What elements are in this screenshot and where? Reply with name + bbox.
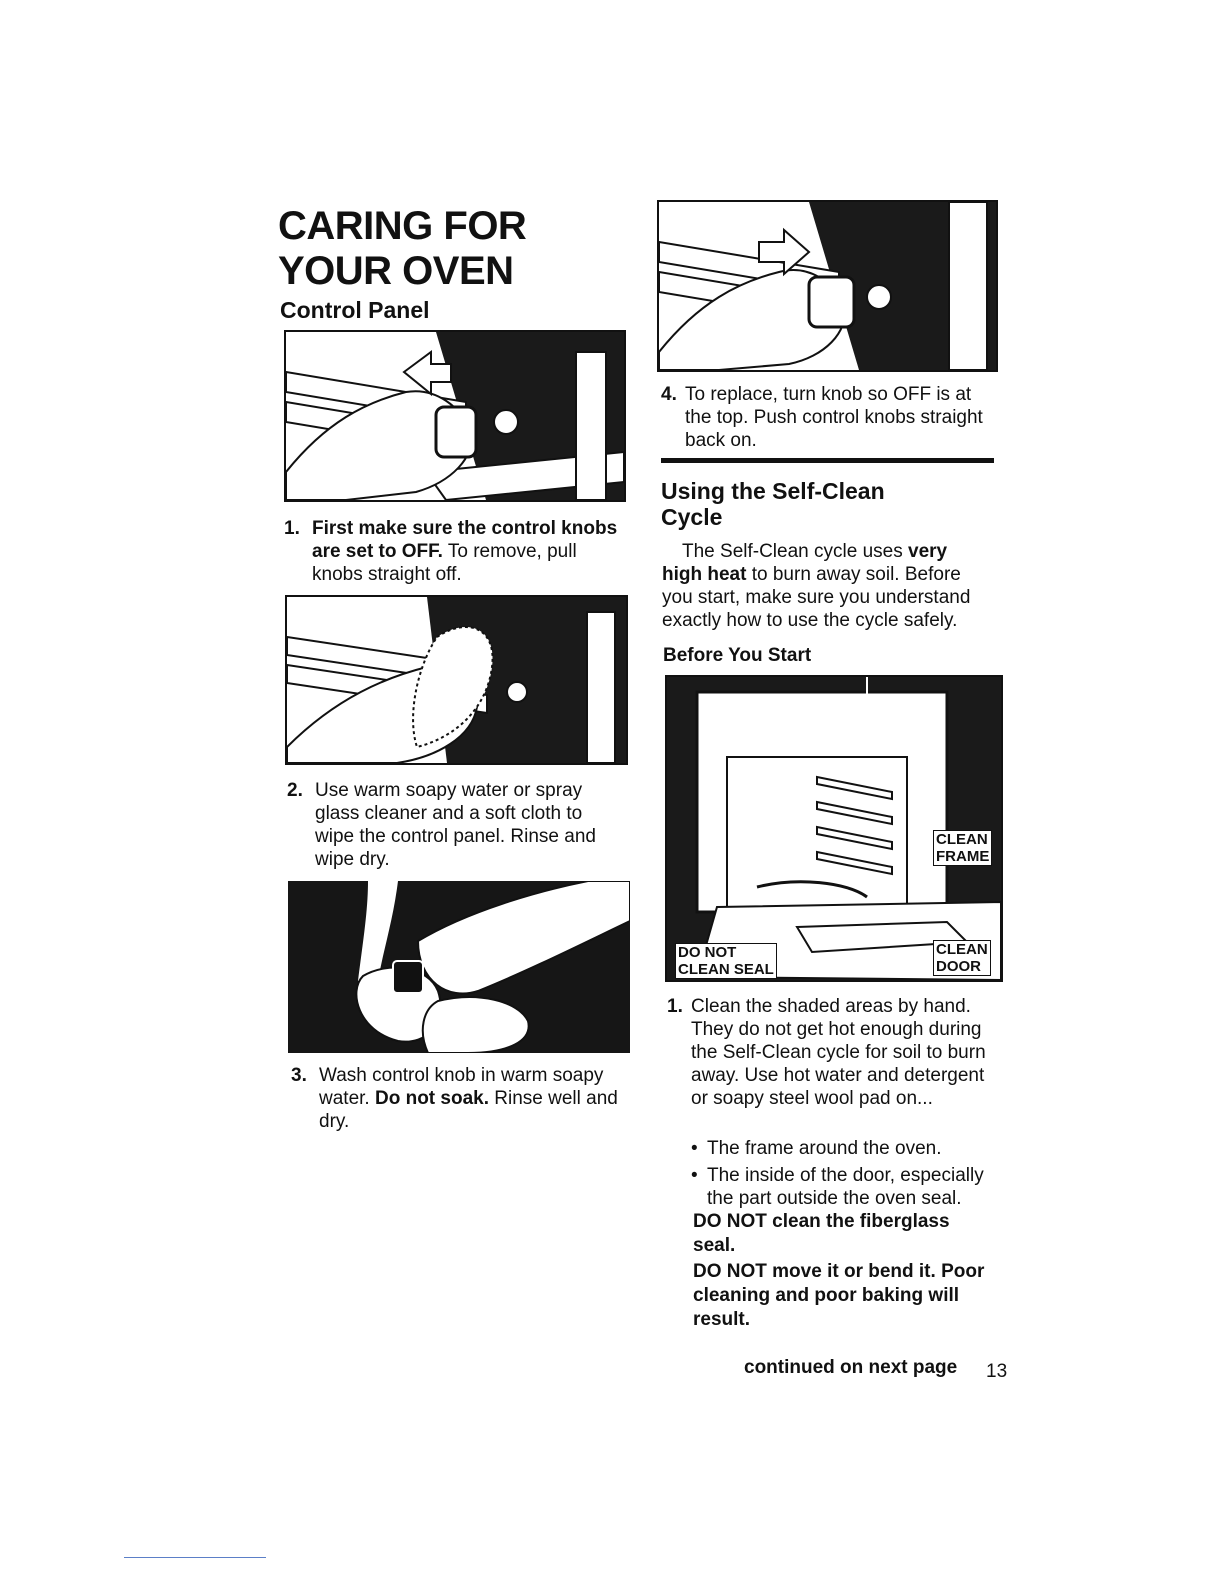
continued-footer: continued on next page bbox=[744, 1357, 958, 1378]
label-clean-door-line1: CLEAN bbox=[936, 941, 988, 958]
self-clean-intro-a: The Self-Clean cycle uses bbox=[682, 541, 908, 562]
section-heading-self-clean bbox=[661, 478, 961, 530]
step-3-text bbox=[319, 1064, 624, 1133]
bottom-divider bbox=[124, 1557, 266, 1558]
label-do-not-line1: DO NOT bbox=[678, 944, 737, 961]
step-2-number: 2. bbox=[287, 780, 303, 801]
label-clean-frame bbox=[933, 830, 992, 866]
step-3-number: 3. bbox=[291, 1065, 307, 1086]
bullet-item bbox=[691, 1164, 1001, 1210]
page-number: 13 bbox=[986, 1361, 1008, 1382]
step-3-text-b: Rinse well and dry. bbox=[319, 1088, 618, 1132]
bullet-text-1: The frame around the oven. bbox=[707, 1138, 942, 1159]
page-title bbox=[278, 204, 638, 294]
label-do-not-clean-seal bbox=[675, 943, 777, 979]
step-1-text bbox=[312, 517, 622, 586]
section-heading-self-clean-line2: Cycle bbox=[661, 504, 723, 530]
illustration-remove-knob bbox=[284, 330, 626, 502]
bullet-dot: • bbox=[691, 1138, 698, 1159]
bullet-list bbox=[691, 1137, 1001, 1210]
illustration-wipe-panel bbox=[285, 595, 628, 765]
clean-step-1-number: 1. bbox=[667, 996, 683, 1017]
step-1-number: 1. bbox=[284, 518, 300, 539]
step-1-bold: First make sure the control knobs are set to OFF. bbox=[312, 518, 618, 562]
illustration-replace-knob bbox=[657, 200, 998, 372]
label-clean-frame-line1: CLEAN bbox=[936, 831, 988, 848]
clean-step-1 bbox=[667, 995, 1007, 1135]
section-heading-control-panel: Control Panel bbox=[280, 297, 430, 323]
label-clean-frame-line2: FRAME bbox=[936, 848, 990, 865]
step-3-bold: Do not soak. bbox=[374, 1088, 489, 1109]
label-clean-door-line2: DOOR bbox=[936, 958, 981, 975]
step-2 bbox=[287, 779, 627, 873]
bullet-dot: • bbox=[691, 1165, 698, 1186]
bullet-item bbox=[691, 1137, 1001, 1160]
self-clean-intro-b: to burn away soil. Before you start, make sure you understand exactly how to use the cycle safely. bbox=[662, 564, 971, 631]
self-clean-intro-bold: very high heat bbox=[662, 541, 948, 585]
step-1-rest: To remove, pull knobs straight off. bbox=[312, 541, 577, 585]
label-do-not-line2: CLEAN SEAL bbox=[678, 961, 774, 978]
illustration-wash-knob bbox=[288, 881, 630, 1053]
page-title-line1: CARING FOR bbox=[278, 204, 527, 248]
step-2-text: Use warm soapy water or spray glass cleaner and a soft cloth to wipe the control panel. Rinse and wipe dry. bbox=[315, 780, 596, 870]
section-divider bbox=[661, 458, 994, 463]
section-heading-self-clean-line1: Using the Self-Clean bbox=[661, 478, 885, 504]
before-you-start-heading: Before You Start bbox=[663, 645, 812, 666]
warning-fiberglass-seal: DO NOT clean the fiberglass seal. bbox=[693, 1211, 950, 1256]
self-clean-intro bbox=[662, 540, 992, 632]
step-1 bbox=[284, 517, 624, 587]
clean-step-1-text: Clean the shaded areas by hand. They do not get hot enough during the Self-Clean cycle for soil to burn away. Use hot water and detergent or soapy steel wool pad on... bbox=[691, 996, 986, 1109]
warning-do-not-move: DO NOT move it or bend it. Poor cleaning and poor baking will result. bbox=[693, 1261, 985, 1330]
page-title-line2: YOUR OVEN bbox=[278, 249, 514, 293]
step-4-text: To replace, turn knob so OFF is at the top. Push control knobs straight back on. bbox=[685, 384, 983, 451]
bullet-text-2: The inside of the door, especially the part outside the oven seal. bbox=[707, 1165, 984, 1209]
step-3 bbox=[291, 1064, 631, 1134]
illustration-oven-interior bbox=[665, 675, 1003, 982]
step-4-number: 4. bbox=[661, 384, 677, 405]
label-clean-door bbox=[933, 940, 991, 976]
step-3-text-a: Wash control knob in warm soapy water. bbox=[319, 1065, 604, 1109]
step-4 bbox=[661, 383, 1001, 453]
